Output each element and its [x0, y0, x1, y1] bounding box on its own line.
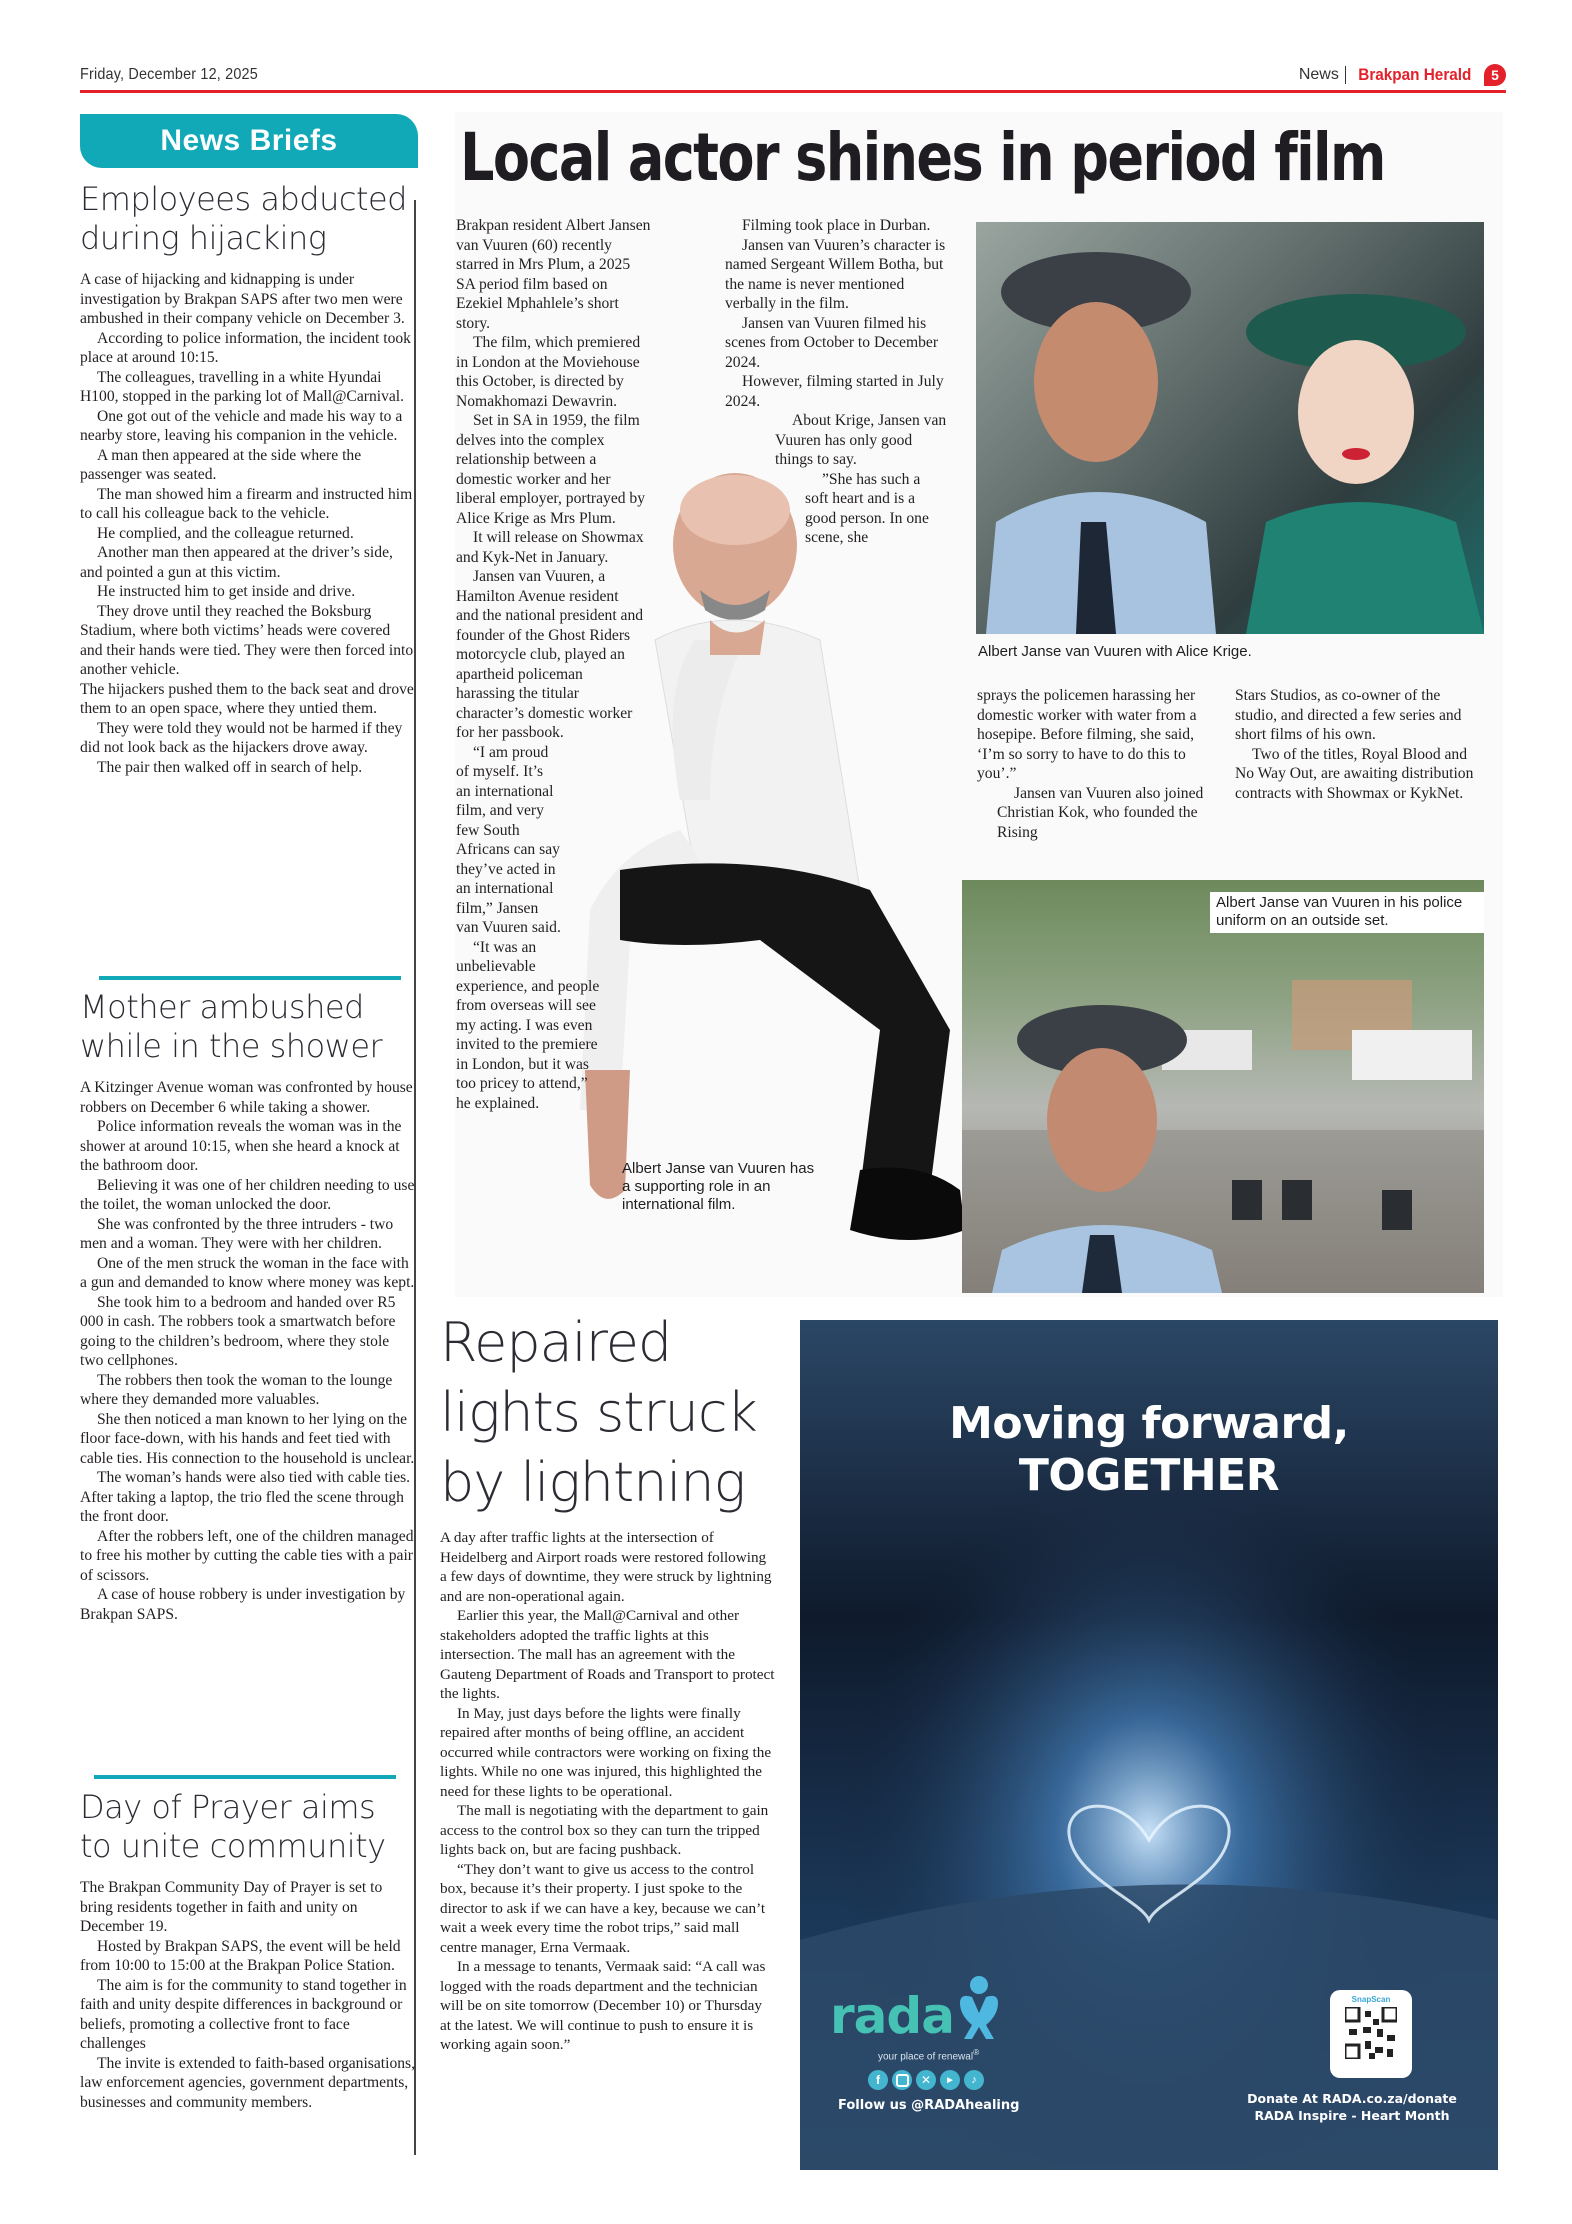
tiktok-icon[interactable]: ♪ [964, 2070, 984, 2090]
registered-mark: ® [973, 2047, 980, 2057]
headline-line: lights struck [440, 1381, 757, 1444]
qr-label: SnapScan [1351, 1995, 1391, 2004]
youtube-icon[interactable]: ▶ [940, 2070, 960, 2090]
paragraph: A case of hijacking and kidnapping is under investigation by Brakpan SAPS after two men were ambushed in their company vehicle on December 3. [80, 271, 405, 327]
paragraph: Another man then appeared at the driver’s side, and pointed a gun at this victim. [80, 544, 393, 581]
feature-column-4 [1235, 686, 1480, 803]
paragraph: “I am proud of myself. It’s an international film, and very few South Africans can say they’ve acted in an international film,” Jansen van Vuuren said. [456, 743, 561, 936]
rada-logo [830, 1975, 1004, 2045]
paragraph: They were told they would not be harmed if they did not look back as the hijackers drove away. [80, 719, 403, 756]
campaign-text: RADA Inspire - Heart Month [1254, 2108, 1450, 2123]
paragraph: The pair then walked off in search of help. [97, 758, 363, 776]
headline-line: TOGETHER [1018, 1450, 1280, 1501]
paragraph: The man showed him a firearm and instructed him to call his colleague back to the vehicle. [80, 485, 413, 522]
paragraph: One of the men struck the woman in the face with a gun and demanded to know where money was kept. [80, 1254, 415, 1291]
brief-body [80, 270, 415, 777]
brief-headline [80, 180, 415, 258]
brief-headline [80, 1788, 415, 1866]
donate-block [1232, 2090, 1472, 2124]
paragraph: The hijackers pushed them to the back seat and drove them to an open space, where they untied them. [80, 680, 414, 717]
feature-headline: Local actor shines in period film [460, 119, 1385, 196]
section-label: News [1298, 66, 1339, 83]
paragraph: She took him to a bedroom and handed over R5 000 in cash. The robbers took a smartwatch before going to the children’s bedroom, where they stole two cellphones. [80, 1293, 396, 1369]
facebook-icon[interactable]: f [868, 2070, 888, 2090]
paragraph: Two of the titles, Royal Blood and No Way Out, are awaiting distribution contracts with Showmax or KykNet. [1235, 745, 1474, 802]
paragraph: A man then appeared at the side where the passenger was seated. [80, 446, 362, 483]
headline-line: during hijacking [80, 219, 327, 257]
paragraph: The film, which premiered in London at the Moviehouse this October, is directed by Nomakhomazi Dewavrin. [456, 334, 641, 410]
main-photo-caption: Albert Janse van Vuuren has a supporting role in an international film. [622, 1160, 815, 1213]
paragraph: Jansen van Vuuren, a Hamilton Avenue resident and the national president and founder of the Ghost Riders motorcycle club, played an apartheid policeman harassing the titular character’s domestic worker for her passbook. [456, 568, 644, 741]
qr-code-icon [1345, 2007, 1397, 2059]
brief-article-day-of-prayer [80, 1788, 415, 2112]
paragraph: “It was an unbelievable experience, and people from overseas will see my acting. I was even invited to the premiere in London, but it was too pricey to attend,” he explained. [456, 938, 600, 1112]
paragraph: In May, just days before the lights were finally repaired after months of being offline, an accident occurred while contractors were working on fixing the lights. While no one was injured, this highlighted the need for these lights to be operational. [440, 1704, 772, 1800]
header-rule [80, 90, 1506, 93]
paragraph: Earlier this year, the Mall@Carnival and other stakeholders adopted the traffic lights at this intersection. The mall has an agreement with the Gauteng Department of Roads and Transport to protect the lights. [440, 1607, 775, 1702]
news-briefs-banner: News Briefs [80, 114, 418, 168]
lights-body [440, 1528, 775, 2055]
paragraph: She then noticed a man known to her lying on the floor face-down, with his hands and feet tied with cable ties. His connection to the household is unclear. [80, 1410, 415, 1467]
paragraph: Hosted by Brakpan SAPS, the event will be held from 10:00 to 15:00 at the Brakpan Police Station. [80, 1937, 401, 1974]
logo-tagline [878, 2047, 979, 2062]
paragraph: Stars Studios, as co-owner of the studio, and directed a few series and short films of his own. [1235, 687, 1462, 743]
publication-name: Brakpan Herald [1358, 65, 1472, 84]
feature-column-2 [725, 216, 947, 548]
issue-date: Friday, December 12, 2025 [80, 66, 258, 83]
paragraph: He complied, and the colleague returned. [97, 524, 354, 542]
paragraph: About Krige, Jansen van Vuuren has only good things to say. [775, 412, 947, 468]
paragraph: It will release on Showmax and Kyk-Net in January. [456, 529, 644, 566]
teal-separator [99, 976, 401, 980]
photo-with-alice-krige [976, 222, 1484, 634]
paragraph: The invite is extended to faith-based organisations, law enforcement agencies, government departments, businesses and community members. [80, 2054, 416, 2111]
paragraph: The woman’s hands were also tied with cable ties. After taking a laptop, the trio fled the scene through the front door. [80, 1469, 411, 1525]
headline-line: Repaired [440, 1311, 672, 1374]
brief-body [80, 1878, 415, 2112]
ad-headline [800, 1398, 1498, 1502]
paragraph: A case of house robbery is under investigation by Brakpan SAPS. [80, 1586, 406, 1623]
alice-krige-caption: Albert Janse van Vuuren with Alice Krige. [978, 643, 1252, 660]
instagram-icon[interactable] [892, 2070, 912, 2090]
x-icon[interactable]: ✕ [916, 2070, 936, 2090]
headline-line: Employees abducted [80, 180, 407, 218]
outside-set-caption: Albert Janse van Vuuren in his police uniform on an outside set. [1210, 892, 1484, 933]
paragraph: The robbers then took the woman to the lounge where they demanded more valuables. [80, 1371, 393, 1408]
paragraph: Filming took place in Durban. [742, 217, 931, 234]
headline-line: while in the shower [80, 1027, 383, 1065]
paragraph: sprays the policemen harassing her domestic worker with water from a hosepipe. Before filming, she said, ‘I’m so sorry to have to do this to you’.” [977, 687, 1197, 782]
headline-line: by lightning [440, 1451, 746, 1514]
paragraph: The Brakpan Community Day of Prayer is set to bring residents together in faith and unity on December 19. [80, 1879, 383, 1935]
feature-column-3 [977, 686, 1217, 842]
lights-headline [440, 1308, 780, 1518]
headline-line: Mother ambushed [80, 988, 364, 1026]
paragraph: Jansen van Vuuren’s character is named Sergeant Willem Botha, but the name is never mentioned verbally in the film. [725, 236, 946, 312]
follow-text: Follow us @RADAhealing [838, 2098, 1020, 2113]
paragraph: “They don’t want to give us access to the control box, because it’s their property. I just spoke to the director to ask if we can have a key, because we can’t wait a week every time the robot trips,” said mall centre manager, Erna Vermaak. [440, 1860, 766, 1956]
teal-separator [94, 1775, 396, 1779]
brief-article-mother-ambushed [80, 988, 415, 1624]
masthead [1299, 64, 1506, 86]
brief-headline [80, 988, 415, 1066]
paragraph: However, filming started in July 2024. [725, 373, 944, 410]
paragraph: Brakpan resident Albert Jansen van Vuuren (60) recently starred in Mrs Plum, a 2025 SA period film based on Ezekiel Mphahlele’s short story. [456, 217, 651, 332]
headline-line: Moving forward, [949, 1398, 1349, 1449]
logo-figure-icon [954, 1975, 1004, 2041]
social-icons [868, 2070, 984, 2090]
brief-article-hijacking [80, 180, 415, 777]
paragraph: The aim is for the community to stand together in faith and unity despite differences in background or beliefs, promoting a collective front to face challenges [80, 1976, 407, 2052]
paragraph: A Kitzinger Avenue woman was confronted by house robbers on December 6 while taking a shower. [80, 1079, 413, 1116]
divider [1345, 66, 1347, 84]
paragraph: Police information reveals the woman was in the shower at around 10:15, when she heard a knock at the bathroom door. [80, 1118, 402, 1174]
headline-line: Day of Prayer aims [80, 1788, 376, 1826]
paragraph: The mall is negotiating with the department to gain access to the control box so they can turn the tripped lights back on, but are facing pushback. [440, 1802, 769, 1858]
page-number-badge: 5 [1484, 64, 1506, 86]
paragraph: ”She has such a soft heart and is a good person. In one scene, she [805, 470, 929, 546]
rada-advertisement[interactable] [800, 1320, 1498, 2170]
paragraph: She was confronted by the three intruders - two men and a woman. They were with her children. [80, 1215, 394, 1252]
paragraph: In a message to tenants, Vermaak said: “A call was logged with the roads department and the technician will be on site tomorrow (December 10) or Thursday at the latest. We will continue to push to ensure it is working again soon.” [440, 1958, 766, 2053]
paragraph: Believing it was one of her children needing to use the toilet, the woman unlocked the door. [80, 1176, 415, 1213]
logo-wordmark: rada [830, 1987, 954, 2045]
paragraph: They drove until they reached the Boksburg Stadium, where both victims’ heads were covered and their hands were tied. They were then forced into another vehicle. [80, 602, 414, 678]
photo-outside-set [962, 880, 1484, 1293]
feature-column-1 [456, 216, 651, 1113]
paragraph: Set in SA in 1959, the film delves into the complex relationship between a domestic worker and her liberal employer, portrayed by Alice Krige as Mrs Plum. [456, 412, 646, 527]
tagline-text: your place of renewal [878, 2051, 974, 2063]
paragraph: According to police information, the incident took place at around 10:15. [80, 329, 411, 366]
brief-body [80, 1078, 415, 1624]
headline-line: to unite community [80, 1827, 386, 1865]
paragraph: A day after traffic lights at the intersection of Heidelberg and Airport roads were restored following a few days of downtime, they were struck by lightning and are non-operational again. [440, 1529, 772, 1605]
snapscan-qr-card[interactable] [1330, 1990, 1412, 2078]
paragraph: Jansen van Vuuren also joined Christian Kok, who founded the Rising [997, 784, 1204, 841]
paragraph: After the robbers left, one of the children managed to free his mother by cutting the cable ties with a pair of scissors. [80, 1527, 414, 1584]
donate-link[interactable]: Donate At RADA.co.za/donate [1247, 2091, 1457, 2106]
paragraph: The colleagues, travelling in a white Hyundai H100, stopped in the parking lot of Mall@Carnival. [80, 368, 405, 405]
paragraph: Jansen van Vuuren filmed his scenes from October to December 2024. [725, 314, 939, 371]
paragraph: One got out of the vehicle and made his way to a nearby store, leaving his companion in the vehicle. [80, 407, 403, 444]
paragraph: He instructed him to get inside and drive. [97, 583, 356, 600]
